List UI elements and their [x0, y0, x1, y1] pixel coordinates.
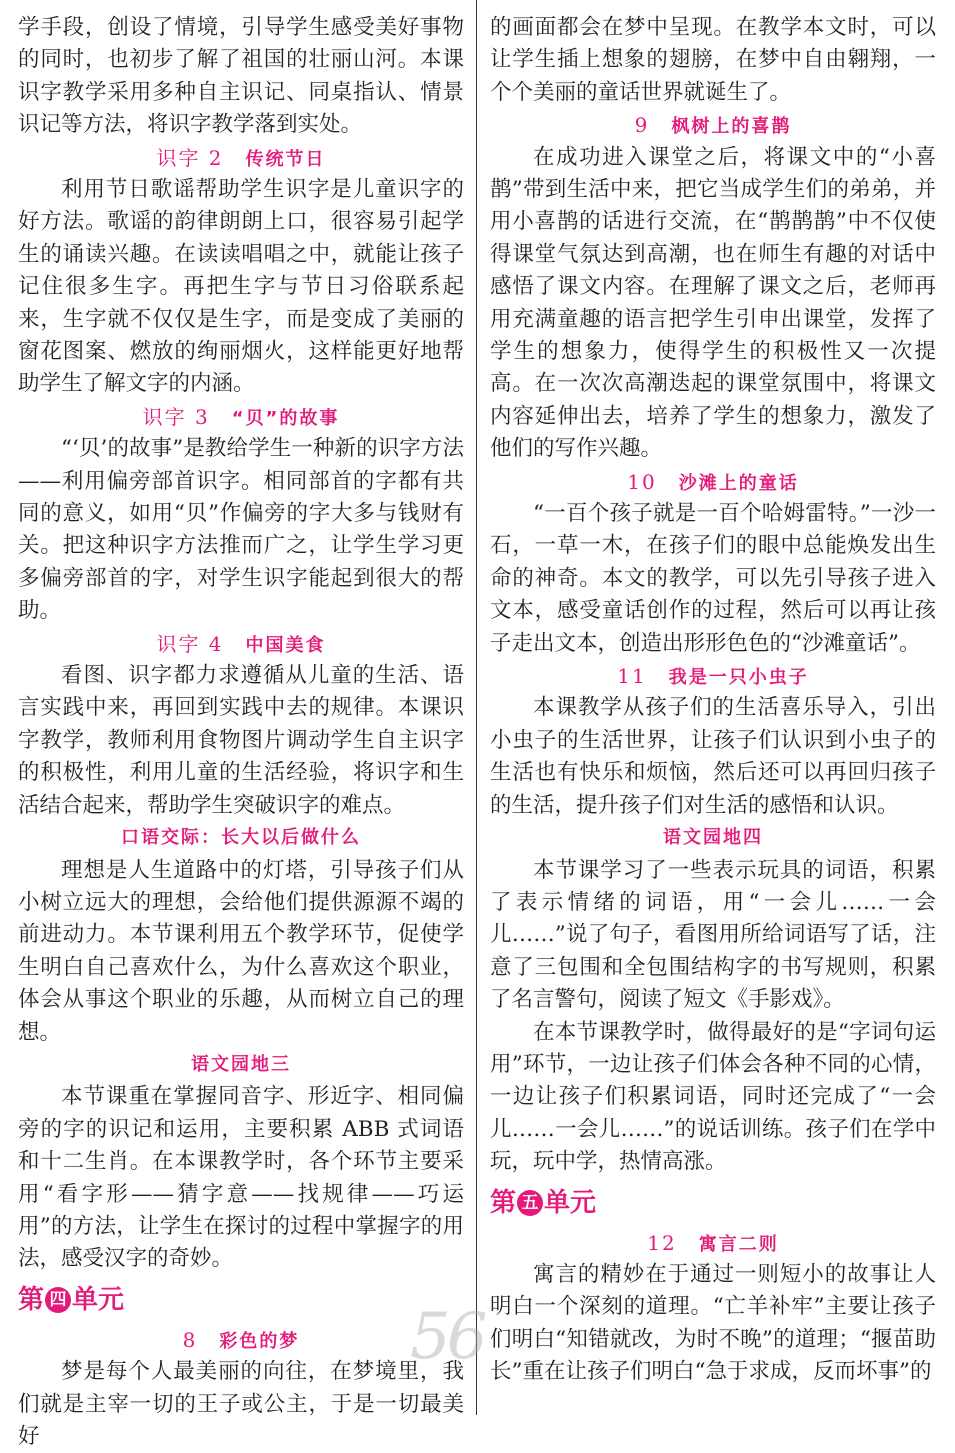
unit-prefix: 第: [18, 1284, 45, 1315]
paragraph: 理想是人生道路中的灯塔，引导孩子们从小树立远大的理想，会给他们提供源源不竭的前进动力。本节课利用五个教学环节，促使学生明白自己喜欢什么，为什么喜欢这个职业，体会从事这个职业的乐趣，从而树立自己的理想。: [18, 857, 464, 1045]
section-number: 11: [617, 664, 647, 689]
unit-suffix: 单元: [72, 1284, 125, 1315]
section-number: 识字 2: [156, 145, 224, 170]
section-heading: [18, 628, 464, 660]
section-number: 8: [182, 1327, 198, 1352]
page-number: 56: [410, 1300, 484, 1374]
section-number: 识字 4: [156, 631, 224, 656]
section-title: 沙滩上的童话: [678, 472, 799, 494]
column-divider: [476, 0, 477, 1415]
section-title: 中国美食: [245, 634, 326, 656]
left-column: [18, 12, 464, 1453]
section-number: 12: [647, 1230, 677, 1255]
section-title: 枫树上的喜鹊: [671, 116, 792, 138]
unit-prefix: 第: [490, 1187, 517, 1218]
paragraph: 本课教学从孩子们的生活喜乐导入，引出小虫子的生活世界，让孩子们认识到小虫子的生活也有快乐和烦恼，然后还可以再回归孩子的生活，提升孩子们对生活的感悟和认识。: [490, 695, 936, 818]
paragraph: “‘贝’的故事”是教给学生一种新的识字方法——利用偏旁部首识字。相同部首的字都有共同的意义，如用“贝”作偏旁的字大多与钱财有关。把这种识字方法推而广之，让学生学习更多偏旁部首的字，对学生识字能起到很大的帮助。: [18, 436, 464, 624]
paragraph: 本节课学习了一些表示玩具的词语，积累了表示情绪的词语，用“一会儿……一会儿……”说了句子，看图用所给词语写了话，注意了三包围和全包围结构字的书写规则，积累了名言警句，阅读了短文《手影戏》。: [490, 857, 936, 1013]
section-title: 语文园地三: [191, 1053, 291, 1075]
unit-heading: [18, 1276, 464, 1324]
unit-number-badge: 五: [517, 1190, 543, 1216]
section-heading: [18, 822, 464, 854]
section-title: 寓言二则: [698, 1233, 779, 1255]
section-title: 彩色的梦: [219, 1330, 300, 1352]
paragraph: 本节课重在掌握同音字、形近字、相同偏旁的字的识记和运用，主要积累 ABB 式词语和十二生肖。在本课教学时，各个环节主要采用“看字形——猜字意——找规律——巧运用”的方法，让学生在探讨的过程中掌握字的用法，感受汉字的奇妙。: [18, 1084, 464, 1272]
paragraph: 看图、识字都力求遵循从儿童的生活、语言实践中来，再回到实践中去的规律。本课识字教学，教师利用食物图片调动学生自主识字的积极性，利用儿童的生活经验，将识字和生活结合起来，帮助学生突破识字的难点。: [18, 663, 464, 818]
right-column: [490, 12, 936, 1389]
section-number: 识字 3: [142, 404, 210, 429]
paragraph: 利用节日歌谣帮助学生识字是儿童识字的好方法。歌谣的韵律朗朗上口，很容易引起学生的诵读兴趣。在读读唱唱之中，就能让孩子记住很多生字。再把生字与节日习俗联系起来，生字就不仅仅是生字，而是变成了美丽的窗花图案、燃放的绚丽烟火，这样能更好地帮助学生了解文字的内涵。: [18, 177, 464, 397]
section-heading: [490, 466, 936, 498]
section-number: 9: [634, 113, 650, 138]
unit-heading: [490, 1179, 936, 1227]
section-title: 我是一只小虫子: [668, 667, 809, 689]
unit-suffix: 单元: [544, 1187, 597, 1218]
section-number: 10: [627, 469, 657, 494]
section-heading: [490, 822, 936, 854]
paragraph: 在本节课教学时，做得最好的是“字词句运用”环节，一边让孩子们体会各种不同的心情，一边让孩子们积累词语，同时还完成了“一会儿……一会儿……”的说话训练。孩子们在学中玩，玩中学，热情高涨。: [490, 1019, 936, 1175]
section-title: 语文园地四: [663, 827, 763, 849]
unit-number-badge: 四: [45, 1287, 71, 1313]
paragraph: 在成功进入课堂之后，将课文中的“小喜鹊”带到生活中来，把它当成学生们的弟弟，并用小喜鹊的话进行交流，在“鹊鹊鹊”中不仅使得课堂气氛达到高潮，也在师生有趣的对话中感悟了课文内容。在理解了课文之后，老师再用充满童趣的语言把学生引申出课堂，发挥了学生的想象力，使得学生的积极性又一次提高。在一次次高潮迭起的课堂氛围中，将课文内容延伸出去，培养了学生的想象力，激发了他们的写作兴趣。: [490, 144, 936, 462]
paragraph: 梦是每个人最美丽的向往，在梦境里，我们就是主宰一切的王子或公主，于是一切最美好: [18, 1359, 464, 1449]
section-title: 传统节日: [245, 148, 326, 170]
section-title: “贝”的故事: [231, 407, 340, 429]
section-heading: [18, 142, 464, 174]
section-heading: [490, 1227, 936, 1259]
paragraph: “一百个孩子就是一百个哈姆雷特。”一沙一石，一草一木，在孩子们的眼中总能焕发出生命的神奇。本文的教学，可以先引导孩子进入文本，感受童话创作的过程，然后可以再让孩子走出文本，创造出形形色色的“沙滩童话”。: [490, 501, 936, 656]
section-heading: [490, 109, 936, 141]
section-heading: [490, 660, 936, 692]
section-heading: [18, 1049, 464, 1081]
section-title: 口语交际：长大以后做什么: [121, 827, 361, 849]
section-heading: [18, 401, 464, 433]
paragraph: 学手段，创设了情境，引导学生感受美好事物的同时，也初步了解了祖国的壮丽山河。本课识字教学采用多种自主识记、同桌指认、情景识记等方法，将识字教学落到实处。: [18, 15, 464, 138]
paragraph: 的画面都会在梦中呈现。在教学本文时，可以让学生插上想象的翅膀，在梦中自由翱翔，一个个美丽的童话世界就诞生了。: [490, 15, 936, 105]
section-heading: [18, 1324, 464, 1356]
paragraph: 寓言的精妙在于通过一则短小的故事让人明白一个深刻的道理。“亡羊补牢”主要让孩子们明白“知错就改，为时不晚”的道理；“揠苗助长”重在让孩子们明白“急于求成，反而坏事”的: [490, 1261, 936, 1385]
